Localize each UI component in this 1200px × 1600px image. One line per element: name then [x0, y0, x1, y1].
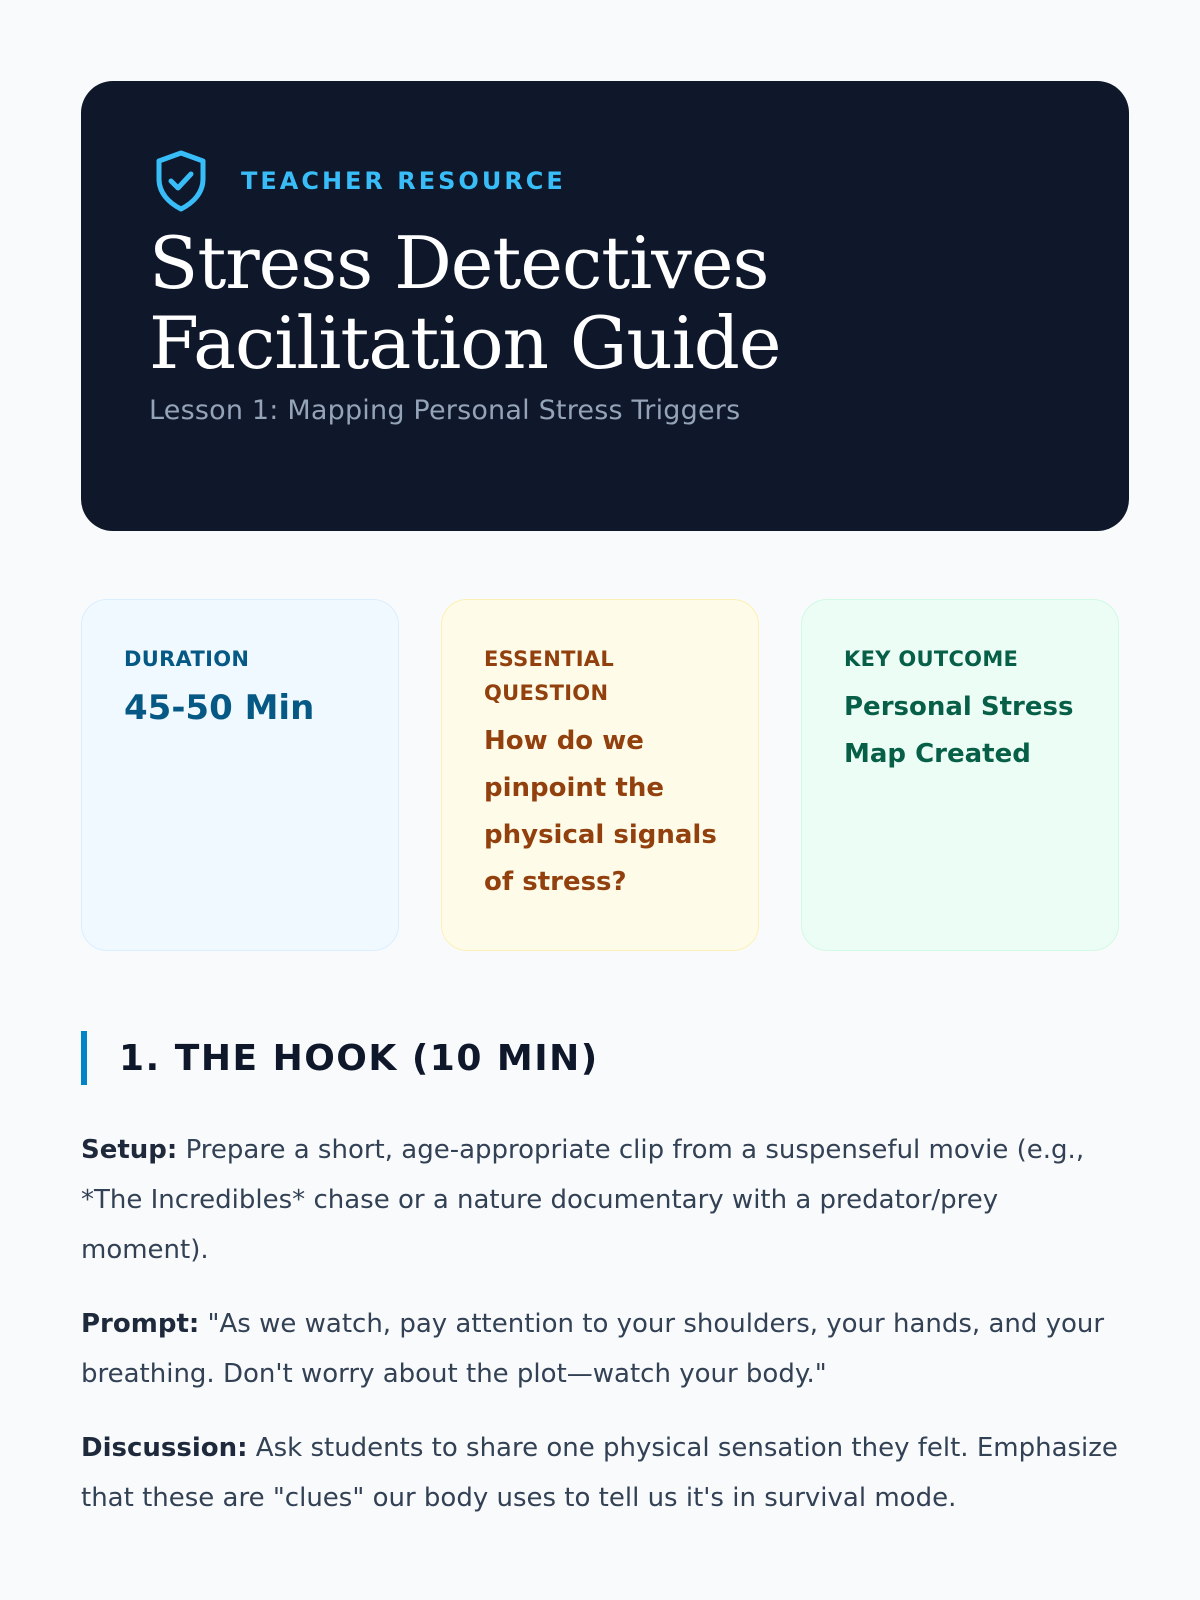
essential-question-label: ESSENTIAL QUESTION [484, 647, 615, 705]
prompt-paragraph [81, 1299, 1131, 1399]
essential-question-card [441, 599, 759, 951]
setup-paragraph [81, 1125, 1131, 1275]
duration-value: 45-50 Min [124, 688, 315, 728]
key-outcome-card [801, 599, 1119, 951]
setup-text: Prepare a short, age-appropriate clip from a suspenseful movie (e.g., *The Incredibles* chase or a nature documentary with a predator/prey moment). [81, 1135, 1085, 1265]
discussion-text: Ask students to share one physical sensation they felt. Emphasize that these are "clues" our body uses to tell us it's in survival mode. [81, 1433, 1118, 1513]
eyebrow [153, 149, 1061, 213]
page-subtitle: Lesson 1: Mapping Personal Stress Triggers [149, 395, 741, 426]
header-card [81, 81, 1129, 531]
duration-label: DURATION [124, 647, 250, 671]
prompt-text: "As we watch, pay attention to your shoulders, your hands, and your breathing. Don't worry about the plot—watch your body." [81, 1309, 1105, 1389]
stat-cards [81, 599, 1119, 951]
eyebrow-label: TEACHER RESOURCE [241, 167, 566, 195]
setup-label: Setup: [81, 1135, 178, 1165]
prompt-label: Prompt: [81, 1309, 200, 1339]
key-outcome-label: KEY OUTCOME [844, 647, 1019, 671]
shield-check-icon [153, 149, 209, 213]
discussion-paragraph [81, 1423, 1131, 1523]
page-title [149, 223, 1061, 383]
duration-card [81, 599, 399, 951]
section-heading: 1. THE HOOK (10 MIN) [81, 1031, 1119, 1085]
essential-question-value: How do we pinpoint the physical signals of stress? [484, 726, 717, 897]
title-line-2: Facilitation Guide [149, 301, 781, 385]
discussion-label: Discussion: [81, 1433, 248, 1463]
key-outcome-value: Personal Stress Map Created [844, 692, 1074, 769]
title-line-1: Stress Detectives [149, 221, 769, 305]
